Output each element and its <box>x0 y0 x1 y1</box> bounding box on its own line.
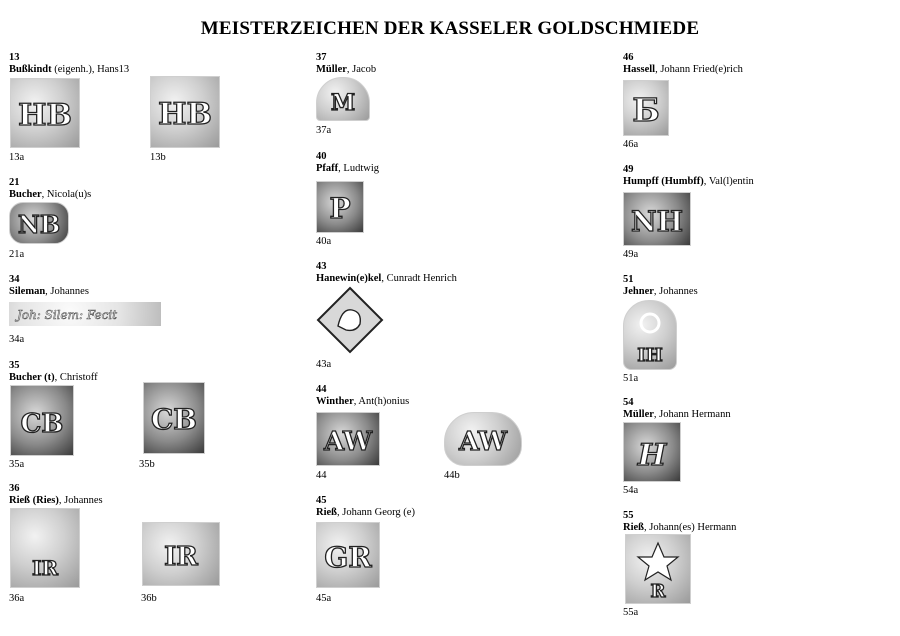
caption-21a: 21a <box>9 249 25 260</box>
caption-55a: 55a <box>623 607 639 618</box>
hallmark-image-13b <box>150 76 220 148</box>
maker-name: Rieß, Johann Georg (e) <box>316 507 415 518</box>
entry-number: 46 <box>623 52 634 63</box>
hallmark-image-49a <box>623 192 691 246</box>
entry-number: 21 <box>9 177 20 188</box>
caption-13b: 13b <box>150 152 166 163</box>
caption-36b: 36b <box>141 593 157 604</box>
hallmark-image-36b <box>142 522 220 586</box>
entry-37 <box>316 52 376 76</box>
caption-37a: 37a <box>316 125 332 136</box>
crescent-symbol <box>641 314 659 332</box>
hallmark-letters: NH <box>630 205 684 238</box>
hallmark-image-44b <box>444 412 522 466</box>
entry-number: 51 <box>623 274 634 285</box>
hallmark-image-35b <box>143 382 205 454</box>
entry-51 <box>623 274 698 298</box>
hallmark-image-54a <box>623 422 681 482</box>
hallmark-image-45a <box>316 522 380 588</box>
hallmark-letters: NB <box>17 210 61 239</box>
caption-44b: 44b <box>444 470 460 481</box>
entry-43 <box>316 261 457 285</box>
entry-44 <box>316 384 409 408</box>
entry-49 <box>623 164 754 188</box>
hallmark-letters: M <box>330 90 356 116</box>
maker-name: Pfaff, Ludtwig <box>316 163 379 174</box>
entry-number: 40 <box>316 151 327 162</box>
entry-34 <box>9 274 89 298</box>
caption-34a: 34a <box>9 334 25 345</box>
entry-number: 43 <box>316 261 327 272</box>
caption-35b: 35b <box>139 459 155 470</box>
maker-name: Winther, Ant(h)onius <box>316 396 410 407</box>
hallmark-image-44 <box>316 412 380 466</box>
caption-36a: 36a <box>9 593 25 604</box>
hallmark-image-35a <box>10 385 74 456</box>
hallmark-letters: CB <box>151 403 197 436</box>
hallmark-letters: HB <box>18 98 72 133</box>
entry-46 <box>623 52 743 76</box>
entry-number: 37 <box>316 52 327 63</box>
entry-number: 35 <box>9 360 20 371</box>
entry-number: 49 <box>623 164 634 175</box>
entry-number: 44 <box>316 384 327 395</box>
caption-51a: 51a <box>623 373 639 384</box>
caption-43a: 43a <box>316 359 332 370</box>
entry-13 <box>9 52 129 76</box>
maker-name: Humpff (Humbff), Val(l)entin <box>623 176 754 187</box>
entry-number: 45 <box>316 495 327 506</box>
hallmark-image-51a <box>623 300 677 370</box>
entry-40 <box>316 151 379 175</box>
caption-46a: 46a <box>623 139 639 150</box>
hallmark-image-55a <box>625 534 691 604</box>
maker-name: Bucher, Nicola(u)s <box>9 189 92 200</box>
star-symbol <box>638 543 678 580</box>
maker-name: Rieß (Ries), Johannes <box>9 495 103 506</box>
entry-number: 55 <box>623 510 634 521</box>
hallmark-image-43a <box>316 286 384 354</box>
hallmark-letters: IR <box>164 542 198 572</box>
entry-number: 13 <box>9 52 20 63</box>
hallmark-image-21a <box>9 202 69 244</box>
hallmark-letters: R <box>650 581 666 602</box>
hallmark-image-34a <box>9 302 161 326</box>
maker-name: Bußkindt (eigenh.), Hans13 <box>9 64 130 75</box>
caption-44: 44 <box>316 470 327 481</box>
hallmark-image-13a <box>10 78 80 148</box>
hallmark-letters: IH <box>637 345 663 366</box>
page-title: MEISTERZEICHEN DER KASSELER GOLDSCHMIEDE <box>200 18 700 39</box>
caption-54a: 54a <box>623 485 639 496</box>
hallmark-letters: CB <box>20 409 64 439</box>
hallmark-letters: AW <box>458 427 508 457</box>
maker-name: Rieß, Johann(es) Hermann <box>623 522 737 533</box>
entry-number: 34 <box>9 274 20 285</box>
hallmark-letters: Б <box>632 91 660 129</box>
hallmark-inscription: Joh: Silem: Fecit <box>17 308 118 322</box>
caption-13a: 13a <box>9 152 25 163</box>
hallmark-image-36a <box>10 508 80 588</box>
maker-name: Jehner, Johannes <box>623 286 698 297</box>
hallmark-image-37a <box>316 77 370 121</box>
hallmark-letters: HB <box>158 97 212 132</box>
caption-45a: 45a <box>316 593 332 604</box>
entry-number: 36 <box>9 483 20 494</box>
hallmark-image-46a <box>623 80 669 136</box>
entry-21 <box>9 177 91 201</box>
entry-35 <box>9 360 98 384</box>
hallmark-letters: GR <box>324 541 372 574</box>
entry-36 <box>9 483 103 507</box>
maker-name: Sileman, Johannes <box>9 286 89 297</box>
entry-number: 54 <box>623 397 634 408</box>
maker-name: Müller, Johann Hermann <box>623 409 731 420</box>
caption-49a: 49a <box>623 249 639 260</box>
hallmark-letters: AW <box>323 427 373 457</box>
entry-55 <box>623 510 736 534</box>
maker-name: Hanewin(e)kel, Cunradt Henrich <box>316 273 457 284</box>
caption-40a: 40a <box>316 236 332 247</box>
hallmark-letters: H <box>637 438 667 473</box>
entry-54 <box>623 397 731 421</box>
maker-name: Müller, Jacob <box>316 64 377 75</box>
hallmark-image-40a <box>316 181 364 233</box>
maker-name: Bucher (t), Christoff <box>9 372 98 383</box>
entry-45 <box>316 495 415 519</box>
hallmark-letters: IR <box>32 556 58 580</box>
caption-35a: 35a <box>9 459 25 470</box>
maker-name: Hassell, Johann Fried(e)rich <box>623 64 743 75</box>
hallmark-letters: P <box>329 192 351 225</box>
